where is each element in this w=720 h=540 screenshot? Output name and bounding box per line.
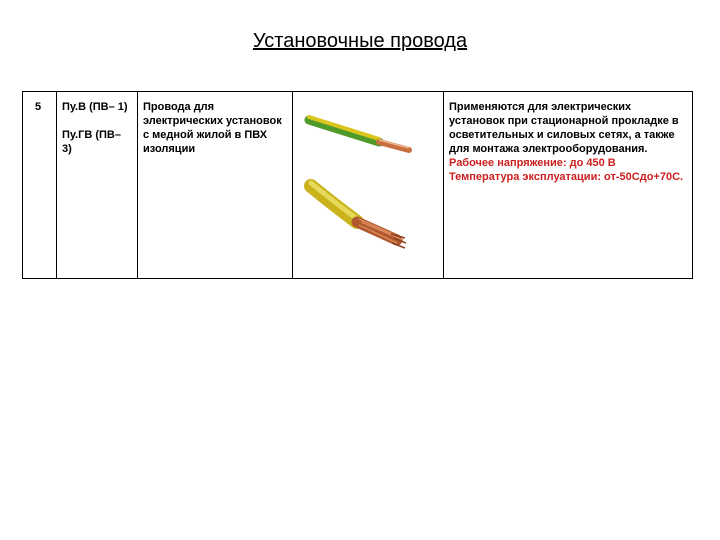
temperature-text: Температура эксплуатации: от-50Сдо+70С.	[449, 171, 684, 183]
wire-bottom-image	[311, 183, 406, 248]
wire-mark-2: Пу.ГВ (ПВ–	[62, 129, 121, 141]
wire-mark-2-cont: 3)	[62, 143, 72, 155]
wire-top-image	[309, 117, 409, 150]
wire-mark-1: Пу.В (ПВ– 1)	[62, 101, 128, 113]
usage-text: Применяются для электрических установок при стационарной прокладке в осветительных и силовых сетях, а также для монтажа электрооборудования.	[449, 101, 679, 155]
table-row	[23, 92, 693, 279]
voltage-text: Рабочее напряжение: до 450 В	[449, 157, 616, 169]
description-cell	[138, 92, 293, 279]
usage-cell	[444, 92, 693, 279]
wire-marks-cell	[57, 92, 138, 279]
row-number-cell	[23, 92, 57, 279]
wire-image	[293, 92, 443, 278]
row-number: 5	[35, 101, 42, 113]
page-title: Установочные провода	[252, 30, 468, 52]
photo-cell	[293, 92, 444, 279]
description-text: Провода для электрических установок с медной жилой в ПВХ изоляции	[143, 101, 282, 155]
wires-table	[22, 91, 693, 279]
wire-photo	[293, 92, 443, 278]
